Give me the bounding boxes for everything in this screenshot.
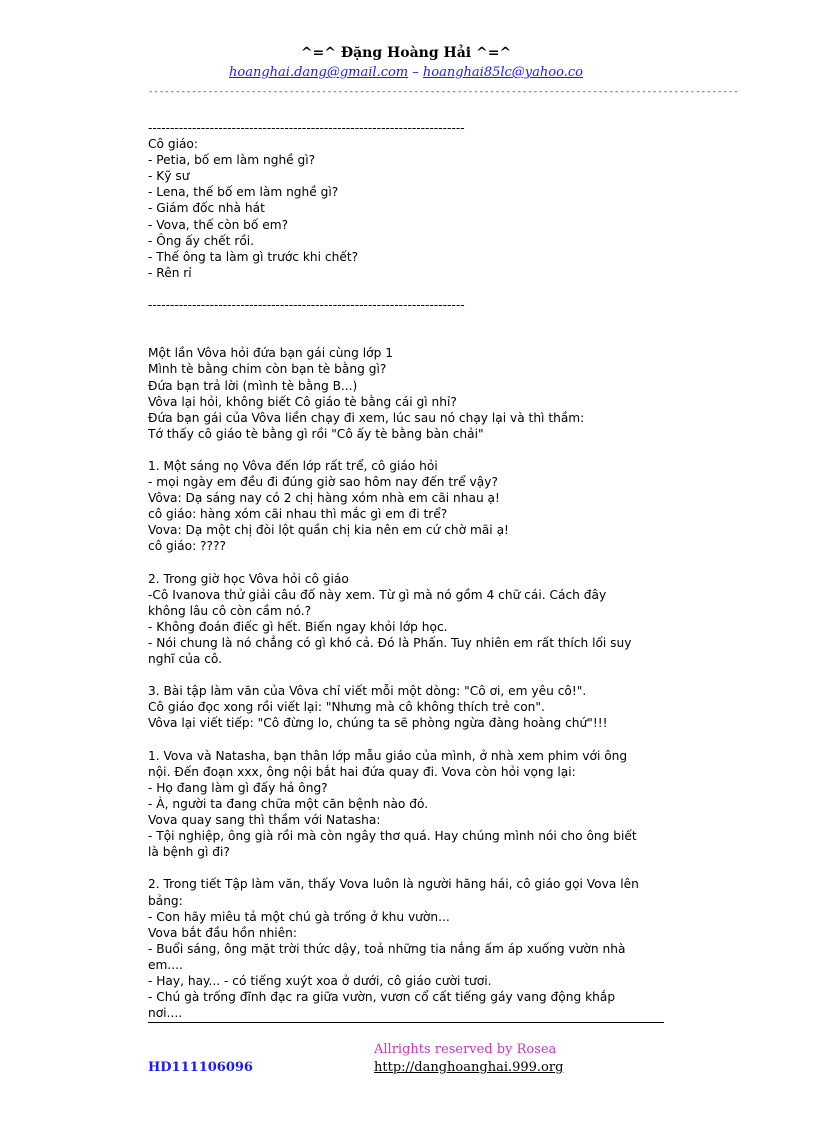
joke-section-1 (148, 136, 668, 281)
text-line: Đứa bạn trả lời (mình tè bằng B...) (148, 378, 358, 393)
text-line: - Ông ấy chết rồi. (148, 233, 255, 248)
text-line: Mình tè bằng chim còn bạn tè bằng gì? (148, 362, 387, 377)
text-line: - mọi ngày em đều đi đúng giờ sao hôm nay đến trể vậy? (148, 475, 498, 490)
section-separator: ------------------------------------------------------------------------ (148, 298, 465, 313)
footer-rule (148, 1022, 664, 1023)
text-line: Vova: Dạ một chị đòi lột quần chị kia nên em cứ chờ mãi ạ! (148, 523, 509, 538)
text-line: 2. Trong giờ học Vôva hỏi cô giáo (148, 571, 349, 586)
joke-section-6 (148, 748, 668, 861)
text-line: Đứa bạn gái của Vôva liền chạy đi xem, lúc sau nó chạy lại và thì thầm: (148, 410, 585, 425)
author-emails (148, 63, 664, 82)
email-link-yahoo[interactable]: hoanghai85lc@yahoo.co (422, 65, 583, 80)
header-dashed-rule: ------------------------------------------------------------------------------------------------------------- (148, 87, 739, 97)
text-line: Vôva lại hỏi, không biết Cô giáo tè bằng cái gì nhỉ? (148, 394, 457, 409)
text-line: là bệnh gì đi? (148, 845, 230, 860)
text-line: - Lena, thế bố em làm nghề gì? (148, 185, 339, 200)
text-line: không lâu cô còn cầm nó.? (148, 603, 312, 618)
document-id: HD111106096 (148, 1060, 253, 1075)
text-line: Tớ thấy cô giáo tè bằng gì rồi "Cô ấy tè bằng bàn chải" (148, 426, 484, 441)
joke-section-3 (148, 458, 668, 555)
email-separator: – (408, 65, 423, 80)
text-line: - Hay, hay... - có tiếng xuýt xoa ở dưới, cô giáo cười tươi. (148, 973, 492, 988)
text-line: Vôva: Dạ sáng nay có 2 chị hàng xóm nhà em cãi nhau ạ! (148, 491, 500, 506)
joke-section-5 (148, 683, 668, 731)
text-line: - Con hãy miêu tả một chú gà trống ở khu vườn... (148, 909, 450, 924)
text-line: - Họ đang làm gì đấy hả ông? (148, 780, 328, 795)
text-line: Cô giáo: (148, 137, 198, 152)
text-line: 3. Bài tập làm văn của Vôva chỉ viết mỗi một dòng: "Cô ơi, em yêu cô!". (148, 684, 587, 699)
text-line: - Buổi sáng, ông mặt trời thức dậy, toả những tia nắng ấm áp xuống vườn nhà (148, 941, 626, 956)
text-line: - Tội nghiệp, ông già rồi mà còn ngây thơ quá. Hay chúng mình nói cho ông biết (148, 829, 637, 844)
text-line: nơi.... (148, 1006, 183, 1021)
text-line: 2. Trong tiết Tập làm văn, thấy Vova luôn là người hăng hái, cô giáo gọi Vova lên (148, 877, 639, 892)
text-line: - Chú gà trống đĩnh đạc ra giữa vườn, vươn cổ cất tiếng gáy vang động khắp (148, 990, 616, 1005)
text-line: Vova bắt đầu hồn nhiên: (148, 925, 298, 940)
text-line: Vôva lại viết tiếp: "Cô đừng lo, chúng ta sẽ phòng ngừa đàng hoàng chứ"!!! (148, 716, 608, 731)
section-separator: ------------------------------------------------------------------------ (148, 121, 465, 135)
text-line: Vova quay sang thì thầm với Natasha: (148, 813, 381, 828)
joke-section-2 (148, 345, 668, 442)
author-title: ^=^ Đặng Hoàng Hải ^=^ (300, 45, 512, 61)
text-line: 1. Vova và Natasha, bạn thân lớp mẫu giáo của mình, ở nhà xem phim với ông (148, 748, 628, 763)
text-line: - Giám đốc nhà hát (148, 201, 265, 216)
text-line: 1. Một sáng nọ Vôva đến lớp rất trể, cô giáo hỏi (148, 458, 438, 473)
text-line: Một lần Vôva hỏi đứa bạn gái cùng lớp 1 (148, 346, 393, 361)
joke-section-4 (148, 571, 668, 668)
page-header (148, 44, 664, 82)
text-line: cô giáo: hàng xóm cãi nhau thì mắc gì em đi trể? (148, 507, 448, 522)
text-line: - À, người ta đang chữa một căn bệnh nào đó. (148, 796, 429, 811)
text-line: - Petia, bố em làm nghề gì? (148, 153, 316, 168)
text-line: em.... (148, 957, 183, 972)
email-link-gmail[interactable]: hoanghai.dang@gmail.com (229, 65, 409, 80)
joke-section-7 (148, 876, 668, 1021)
text-line: - Nói chung là nó chẳng có gì khó cả. Đó là Phấn. Tuy nhiên em rất thích lối suy (148, 636, 632, 650)
text-line: - Kỹ sư (148, 169, 190, 184)
footer-url-link[interactable]: http://danghoanghai.999.org (374, 1060, 564, 1075)
text-line: - Vova, thế còn bố em? (148, 217, 289, 232)
text-line: Cô giáo đọc xong rồi viết lại: "Nhưng mà cô không thích trẻ con". (148, 700, 545, 715)
text-line: - Thế ông ta làm gì trước khi chết? (148, 249, 359, 264)
text-line: - Rên rỉ (148, 265, 192, 280)
document-body (148, 120, 668, 1021)
text-line: bảng: (148, 893, 183, 908)
text-line: -Cô Ivanova thử giải câu đố này xem. Từ gì mà nó gồm 4 chữ cái. Cách đây (148, 587, 607, 602)
text-line: cô giáo: ???? (148, 539, 226, 554)
text-line: nghĩ của cô. (148, 652, 223, 667)
footer-rights: Allrights reserved by Rosea (374, 1042, 557, 1057)
text-line: - Không đoán điếc gì hết. Biến ngay khỏi lớp học. (148, 619, 448, 634)
text-line: nội. Đến đoạn xxx, ông nội bắt hai đứa quay đi. Vova còn hỏi vọng lại: (148, 764, 576, 779)
